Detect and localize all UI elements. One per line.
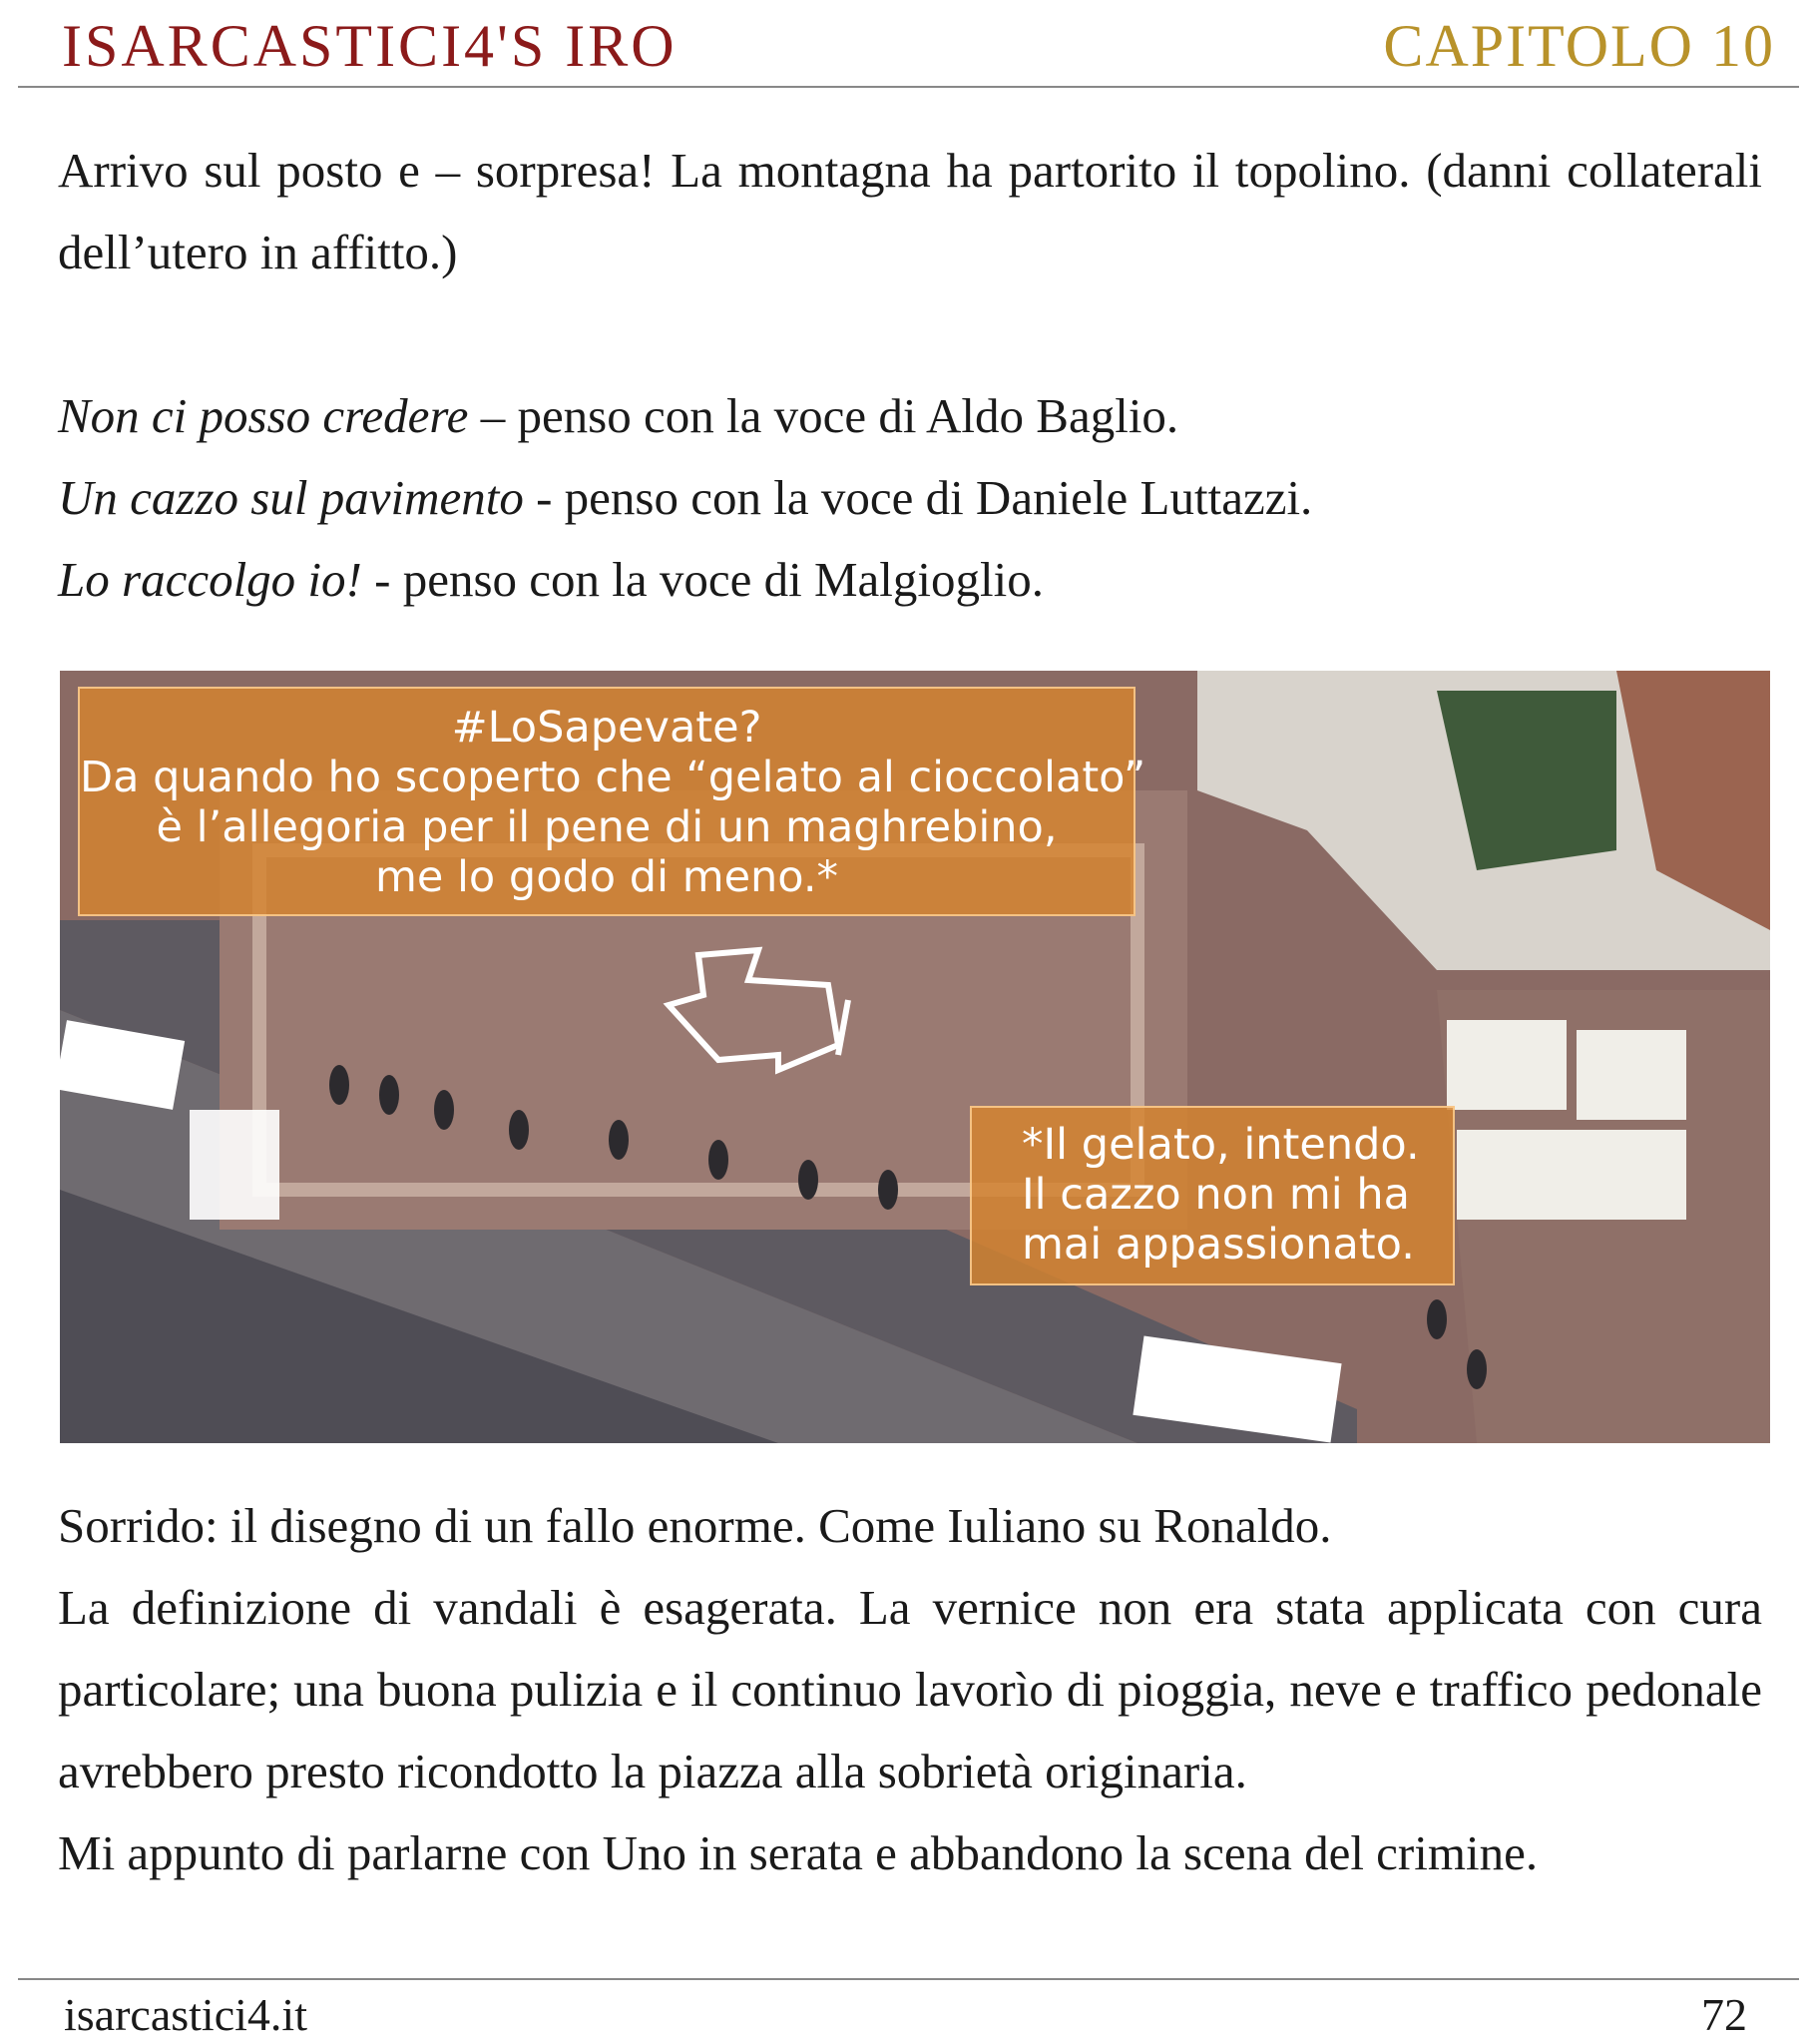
quote-line-2: [58, 457, 1312, 539]
caption-line: #LoSapevate?: [451, 703, 762, 753]
caption-line: mai appassionato.: [1022, 1220, 1415, 1270]
paragraph-smile: Sorrido: il disegno di un fallo enorme. Come Iuliano su Ronaldo.: [58, 1498, 1332, 1553]
quote-italic: Non ci posso credere: [58, 388, 469, 443]
footer-site: isarcastici4.it: [64, 1989, 307, 2040]
caption-box-footnote: [970, 1106, 1455, 1285]
caption-box-did-you-know: [78, 687, 1146, 916]
paragraph-leave-scene: Mi appunto di parlarne con Uno in serata e abbandono la scena del crimine.: [58, 1825, 1539, 1880]
paragraph-vandals: La definizione di vandali è esagerata. La vernice non era stata applicata con cura particolare; una buona pulizia e il continuo lavorìo di pioggia, neve e traffico pedonale avrebbero presto ricondotto la piazza alla sobrietà originaria.: [58, 1580, 1762, 1798]
caption-line: Da quando ho scoperto che “gelato al cioccolato”: [80, 753, 1146, 802]
quote-rest: - penso con la voce di Malgioglio.: [361, 552, 1045, 607]
quote-italic: Lo raccolgo io!: [58, 552, 362, 607]
header-divider: [18, 86, 1799, 88]
caption-line: *Il gelato, intendo.: [1022, 1120, 1420, 1170]
caption-line: me lo godo di meno.*: [374, 852, 839, 902]
chapter-title: CAPITOLO 10: [1383, 13, 1775, 79]
page-number: 72: [1701, 1989, 1747, 2040]
quote-italic: Un cazzo sul pavimento: [58, 470, 524, 525]
quote-line-3: [58, 539, 1044, 621]
quote-line-1: [58, 375, 1178, 457]
quote-rest: – penso con la voce di Aldo Baglio.: [468, 388, 1179, 443]
caption-line: Il cazzo non mi ha: [1022, 1170, 1410, 1220]
paragraph-arrival: Arrivo sul posto e – sorpresa! La montagna ha partorito il topolino. (danni collaterali dell’utero in affitto.): [58, 143, 1762, 279]
quote-rest: - penso con la voce di Daniele Luttazzi.: [523, 470, 1313, 525]
aerial-photo: [60, 671, 1770, 1443]
footer-divider: [18, 1978, 1799, 1980]
book-title: ISARCASTICI4'S IRO: [62, 13, 678, 79]
caption-line: è l’allegoria per il pene di un maghrebino,: [156, 802, 1058, 852]
